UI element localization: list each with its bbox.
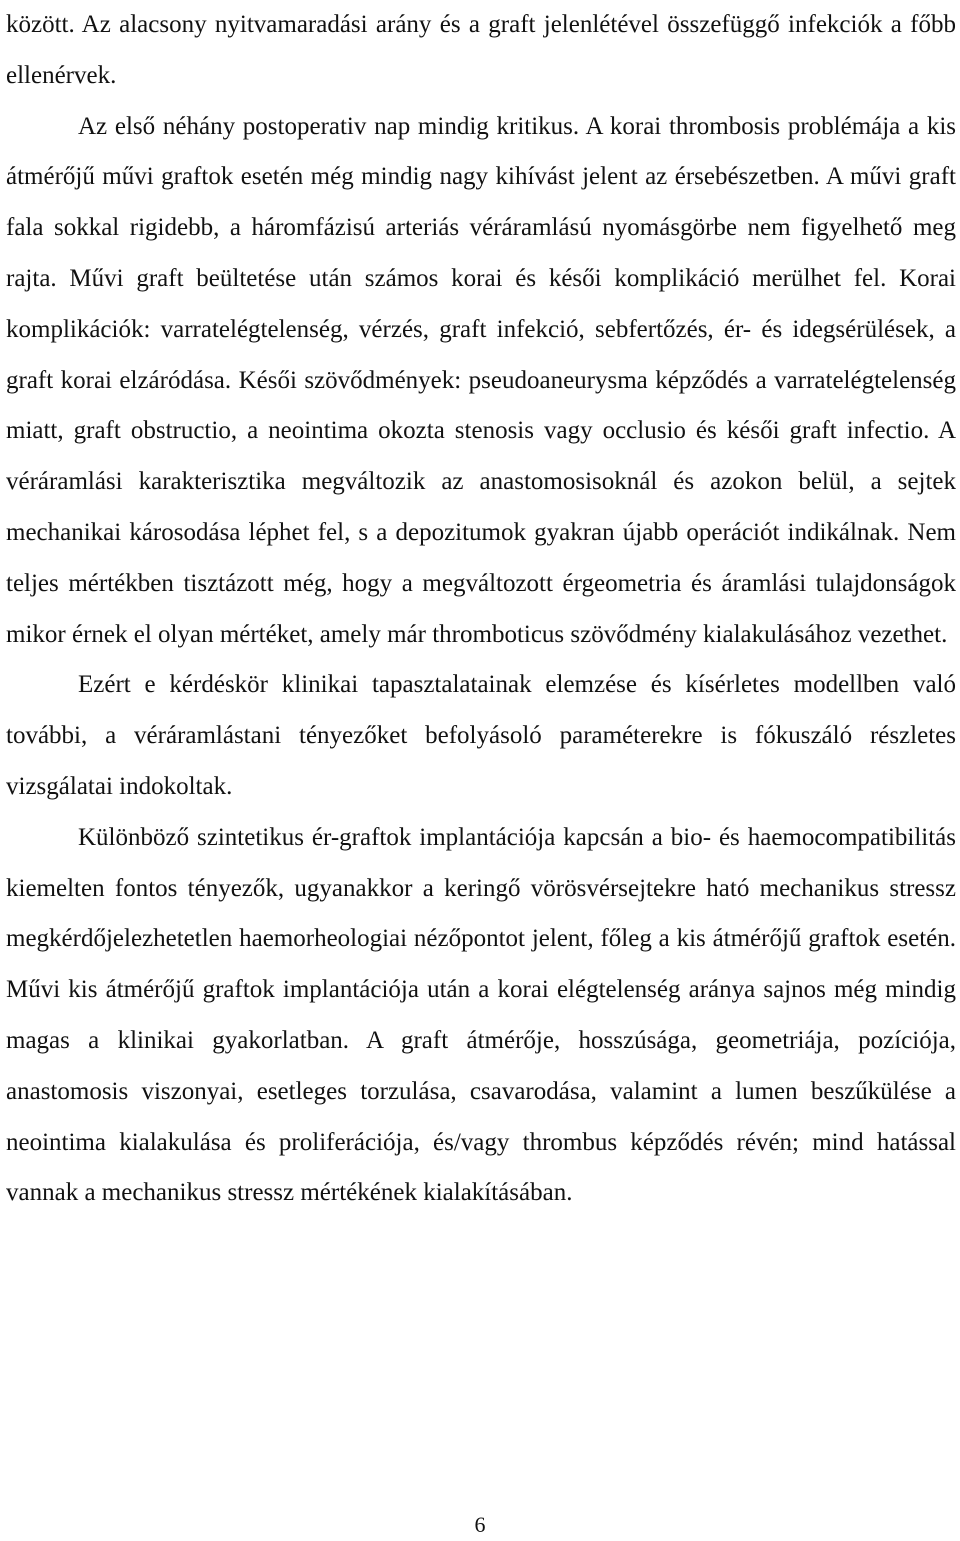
page-number: 6 bbox=[474, 1512, 486, 1537]
paragraph-continuation: között. Az alacsony nyitvamaradási arány és a graft jelenlétével összefüggő infekciók a főbb ellenérvek. bbox=[6, 11, 956, 89]
document-page bbox=[6, 0, 956, 1219]
paragraph-graft-complications: Az első néhány postoperativ nap mindig kritikus. A korai thrombosis problémája a kis átmérőjű művi graftok esetén még mindig nagy kihívást jelent az érsebészetben. A művi graft fala sokkal rigidebb, a háromfázisú arteriás véráramlású nyomásgörbe nem figyelhető meg rajta. Művi graft beültetése után számos korai és késői komplikáció merülhet fel. Korai komplikációk: varratelégtelenség, vérzés, graft infekció, sebfertőzés, ér- és idegsérülések, a graft korai elzáródása. Késői szövődmények: pseudoaneurysma képződés a varratelégtelenség miatt, graft obstructio, a neointima okozta stenosis vagy occlusio és késői graft infectio. A véráramlási karakterisztika megváltozik az anastomosisoknál és azokon belül, a sejtek mechanikai károsodása léphet fel, s a depozitumok gyakran újabb operációt indikálnak. Nem teljes mértékben tisztázott még, hogy a megváltozott érgeometria és áramlási tulajdonságok mikor érnek el olyan mértéket, amely már thromboticus szövődmény kialakulásához vezethet. bbox=[6, 112, 956, 648]
paragraph-haemocompatibility: Különböző szintetikus ér-graftok implantációja kapcsán a bio- és haemocompatibilitás kiemelten fontos tényezők, ugyanakkor a keringő vörösvérsejtekre ható mechanikus stressz megkérdőjelezhetetlen haemorheologiai nézőpontot jelent, főleg a kis átmérőjű graftok esetén. Művi kis átmérőjű graftok implantációja után a korai elégtelenség aránya sajnos még mindig magas a klinikai gyakorlatban. A graft átmérője, hosszúsága, geometriája, pozíciója, anastomosis viszonyai, esetleges torzulása, csavarodása, valamint a lumen beszűkülése a neointima kialakulása és proliferációja, és/vagy thrombus képződés révén; mind hatással vannak a mechanikus stressz mértékének kialakításában. bbox=[6, 823, 956, 1207]
paragraph-research-justification: Ezért e kérdéskör klinikai tapasztalatainak elemzése és kísérletes modellben való további, a véráramlástani tényezőket befolyásoló paraméterekre is fókuszáló részletes vizsgálatai indokoltak. bbox=[6, 671, 956, 800]
